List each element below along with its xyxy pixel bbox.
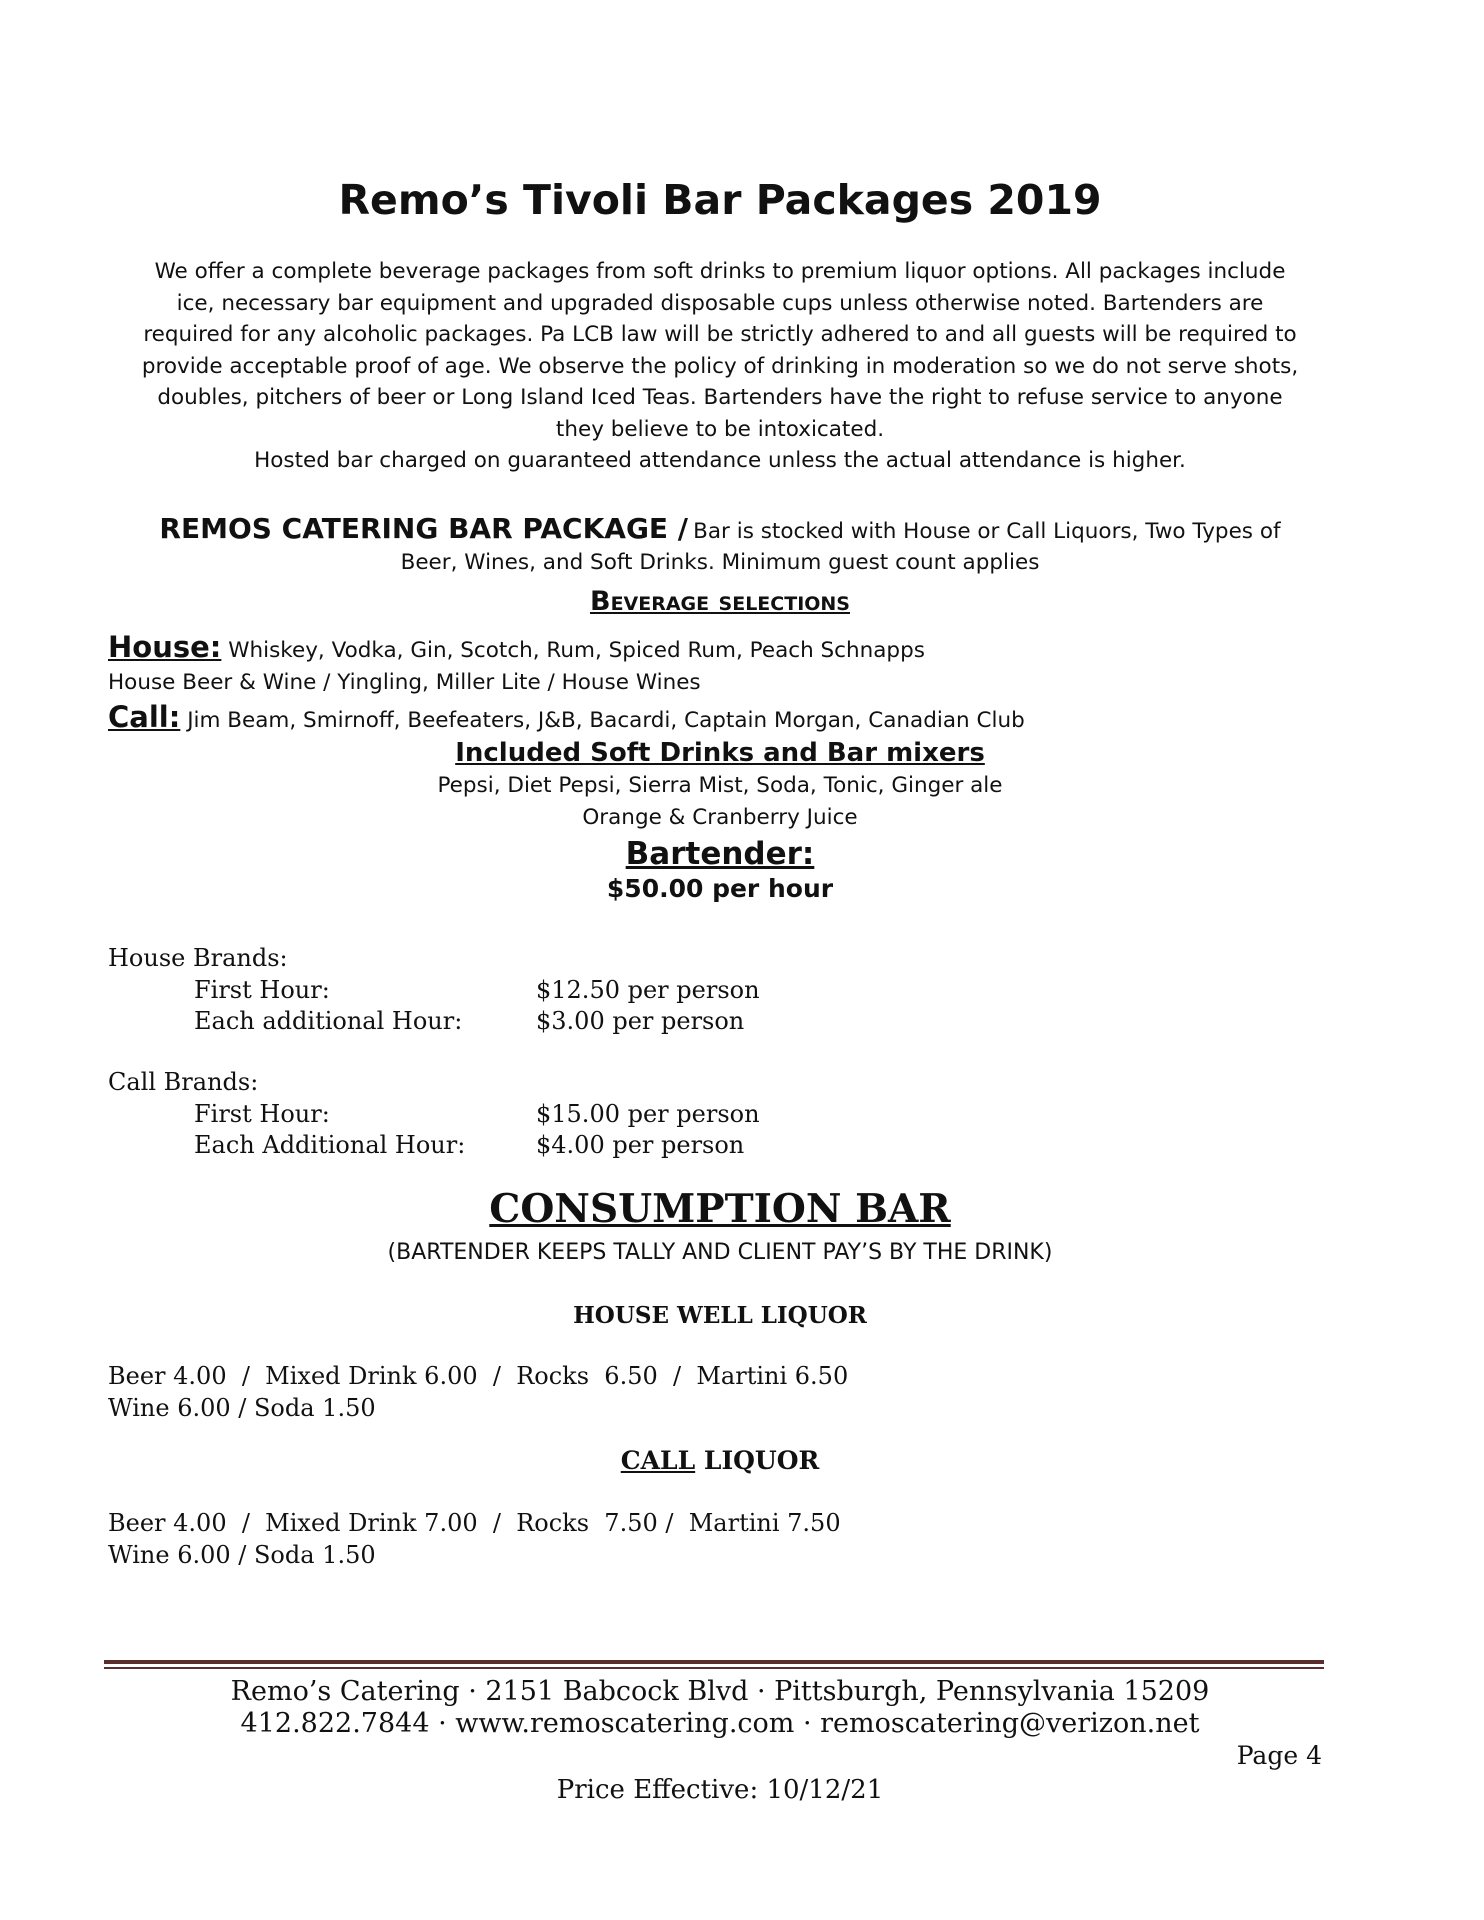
intro-line: they believe to be intoxicated.: [555, 416, 885, 442]
intro-line: doubles, pitchers of beer or Long Island Iced Teas. Bartenders have the right to refuse service to anyone: [157, 385, 1283, 410]
call-liquor-heading: [0, 1446, 1440, 1475]
juices-list: Orange & Cranberry Juice: [582, 805, 858, 830]
call-first-hour-label: First Hour:: [194, 1100, 330, 1128]
house-additional-label: Each additional Hour:: [194, 1007, 463, 1035]
house-well-prices-2: Wine 6.00 / Soda 1.50: [108, 1394, 376, 1422]
intro-line: ice, necessary bar equipment and upgraded disposable cups unless otherwise noted. Bartenders are: [176, 290, 1264, 316]
page-number: Page 4: [1236, 1741, 1322, 1770]
bartender-heading: Bartender:: [625, 836, 815, 872]
house-first-hour-price: $12.50 per person: [536, 976, 760, 1004]
house-liquors: Whiskey, Vodka, Gin, Scotch, Rum, Spiced Rum, Peach Schnapps: [228, 638, 925, 663]
call-heading-underlined: CALL: [620, 1446, 696, 1475]
beverage-selections-heading: Beverage selections: [589, 586, 850, 617]
intro-line: provide acceptable proof of age. We observe the policy of drinking in moderation so we do not serve shots,: [141, 353, 1299, 379]
soft-drinks-heading: Included Soft Drinks and Bar mixers: [455, 738, 985, 768]
intro-line: We offer a complete beverage packages from soft drinks to premium liquor options. All packages include: [154, 259, 1286, 284]
package-description: Bar is stocked with House or Call Liquors, Two Types of: [693, 519, 1281, 544]
footer-contact: 412.822.7844 · www.remoscatering.com · remoscatering@verizon.net: [240, 1708, 1200, 1739]
footer-divider-thin: [104, 1667, 1324, 1669]
intro-line: Hosted bar charged on guaranteed attendance unless the actual attendance is higher.: [254, 448, 1186, 473]
package-description-line2: Beer, Wines, and Soft Drinks. Minimum guest count applies: [400, 550, 1040, 575]
house-well-prices: Beer 4.00 / Mixed Drink 6.00 / Rocks 6.50 / Martini 6.50: [108, 1362, 849, 1390]
call-label: Call:: [108, 700, 181, 734]
house-first-hour-label: First Hour:: [194, 976, 330, 1004]
house-label: House:: [108, 630, 222, 664]
soft-drinks-list: Pepsi, Diet Pepsi, Sierra Mist, Soda, Tonic, Ginger ale: [437, 773, 1003, 798]
call-heading-rest: LIQUOR: [695, 1446, 820, 1475]
call-liquor-prices: Beer 4.00 / Mixed Drink 7.00 / Rocks 7.50 / Martini 7.50: [108, 1509, 841, 1537]
house-beer-wine: House Beer & Wine / Yingling, Miller Lite / House Wines: [108, 670, 701, 695]
call-liquor-prices-2: Wine 6.00 / Soda 1.50: [108, 1541, 376, 1569]
call-additional-price: $4.00 per person: [536, 1131, 745, 1159]
house-well-heading: HOUSE WELL LIQUOR: [573, 1302, 867, 1329]
call-first-hour-price: $15.00 per person: [536, 1100, 760, 1128]
page-title: Remo’s Tivoli Bar Packages 2019: [338, 176, 1102, 224]
house-liquor-row: [108, 630, 925, 664]
price-effective: Price Effective: 10/12/21: [556, 1775, 884, 1805]
consumption-bar-heading: CONSUMPTION BAR: [489, 1186, 951, 1232]
bartender-rate: $50.00 per hour: [606, 874, 834, 903]
call-liquors: Jim Beam, Smirnoff, Beefeaters, J&B, Bacardi, Captain Morgan, Canadian Club: [187, 708, 1025, 733]
call-liquor-row: [108, 700, 1025, 734]
intro-paragraph: [100, 256, 1340, 477]
consumption-bar-subheading: (BARTENDER KEEPS TALLY AND CLIENT PAY’S BY THE DRINK): [387, 1240, 1053, 1265]
house-brands-label: House Brands:: [108, 944, 288, 972]
house-additional-price: $3.00 per person: [536, 1007, 745, 1035]
package-heading: REMOS CATERING BAR PACKAGE /: [159, 512, 689, 545]
intro-line: required for any alcoholic packages. Pa LCB law will be strictly adhered to and all guests will be required to: [143, 322, 1297, 347]
footer-address: Remo’s Catering · 2151 Babcock Blvd · Pittsburgh, Pennsylvania 15209: [230, 1676, 1210, 1707]
call-additional-label: Each Additional Hour:: [194, 1131, 466, 1159]
footer-divider: [104, 1660, 1324, 1664]
call-brands-label: Call Brands:: [108, 1068, 259, 1096]
package-line: [90, 512, 1350, 545]
